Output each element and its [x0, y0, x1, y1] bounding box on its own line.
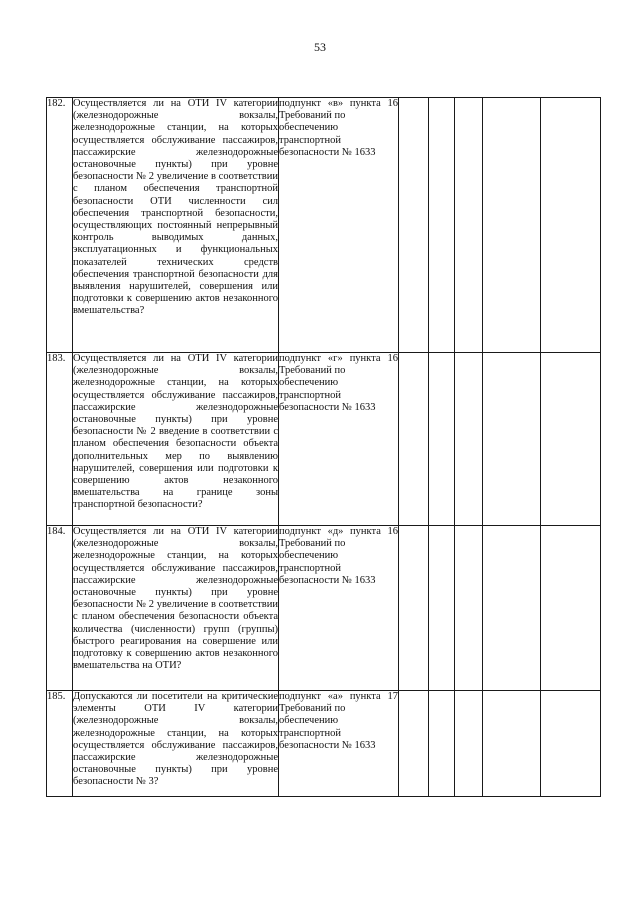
notes-cell: [541, 691, 601, 797]
reference-document: Требований по обеспечению транспортной безопасности № 1633: [279, 538, 376, 586]
row-number: 183.: [47, 353, 73, 526]
question-text: Осуществляется ли на ОТИ IV категории (железнодорожные вокзалы, железнодорожные станции, на которых осуществляется обслуживание пассажиров, пассажирские железнодорожные остановочные пункты) при уровне безопасности № 2 введение в соответствии с планом обеспечения безопасности объекта дополнительных мер по выявлению нарушителей, совершения или подготовки к совершению актов незаконного вмешательства на границе зоны транспортной безопасности?: [73, 353, 279, 526]
question-text: Допускаются ли посетители на критические элементы ОТИ IV категории (железнодорожные вокзалы, железнодорожные станции, на которых осуществляется обслуживание пассажиров, пассажирские железнодорожные остановочные пункты) при уровне безопасности № 3?: [73, 691, 279, 797]
extra-cell: [483, 691, 541, 797]
table-row: [47, 98, 601, 353]
not-applicable-cell: [455, 353, 483, 526]
question-text: Осуществляется ли на ОТИ IV категории (железнодорожные вокзалы, железнодорожные станции, на которых осуществляется обслуживание пассажиров, пассажирские железнодорожные остановочные пункты) при уровне безопасности № 2 увеличение в соответствии с планом обеспечения безопасности объекта количества (численности) групп (группы) быстрого реагирования на совершение или подготовку к совершению актов незаконного вмешательства на ОТИ?: [73, 526, 279, 691]
not-applicable-cell: [455, 98, 483, 353]
answer-yes-cell: [399, 526, 429, 691]
reference-clause: подпункт «г» пункта 16: [279, 353, 398, 364]
answer-yes-cell: [399, 353, 429, 526]
reference-document: Требований по обеспечению транспортной безопасности № 1633: [279, 110, 376, 158]
answer-no-cell: [429, 691, 455, 797]
table-row: [47, 691, 601, 797]
answer-no-cell: [429, 98, 455, 353]
not-applicable-cell: [455, 691, 483, 797]
notes-cell: [541, 353, 601, 526]
extra-cell: [483, 526, 541, 691]
notes-cell: [541, 98, 601, 353]
requirement-reference: [279, 526, 399, 691]
question-text: Осуществляется ли на ОТИ IV категории (железнодорожные вокзалы, железнодорожные станции, на которых осуществляется обслуживание пассажиров, пассажирские железнодорожные остановочные пункты) при уровне безопасности № 2 увеличение в соответствии с планом обеспечения транспортной безопасности ОТИ численности сил обеспечения транспортной безопасности, осуществляющих постоянный непрерывный контроль выводимых данных, эксплуатационных и функциональных показателей технических средств обеспечения транспортной безопасности для выявления нарушителей, совершения или подготовки к совершению актов незаконного вмешательства?: [73, 98, 279, 353]
requirement-reference: [279, 353, 399, 526]
answer-no-cell: [429, 353, 455, 526]
extra-cell: [483, 353, 541, 526]
extra-cell: [483, 98, 541, 353]
answer-yes-cell: [399, 98, 429, 353]
requirement-reference: [279, 691, 399, 797]
reference-document: Требований по обеспечению транспортной безопасности № 1633: [279, 703, 376, 751]
not-applicable-cell: [455, 526, 483, 691]
requirement-reference: [279, 98, 399, 353]
reference-document: Требований по обеспечению транспортной безопасности № 1633: [279, 365, 376, 413]
row-number: 184.: [47, 526, 73, 691]
checklist-table: [46, 97, 601, 797]
table-row: [47, 526, 601, 691]
row-number: 185.: [47, 691, 73, 797]
reference-clause: подпункт «д» пункта 16: [279, 526, 398, 537]
table-row: [47, 353, 601, 526]
row-number: 182.: [47, 98, 73, 353]
reference-clause: подпункт «в» пункта 16: [279, 98, 398, 109]
notes-cell: [541, 526, 601, 691]
answer-yes-cell: [399, 691, 429, 797]
answer-no-cell: [429, 526, 455, 691]
page-number: 53: [314, 40, 326, 54]
reference-clause: подпункт «а» пункта 17: [279, 691, 398, 702]
